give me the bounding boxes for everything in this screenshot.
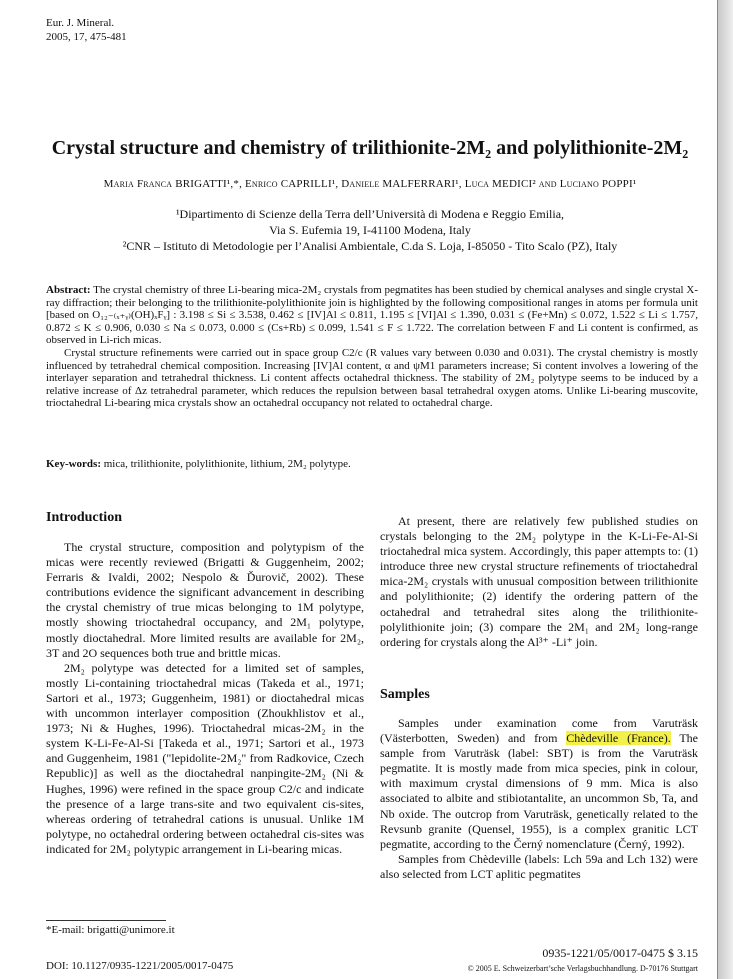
footnote-rule bbox=[46, 920, 166, 921]
intro-paragraph: The crystal structure, composition and polytypism of the micas were recently reviewed (Brigatti & Guggenheim, 2002; Ferraris & Ivaldi, 2002; Nespolo & Ďurovič, 2002). These contributions evidence the significant advancement in describing the crystal chemistry of true micas belonging to 1M polytype, mostly showing trioctahedral occupancy, and 2M₁ polytype, mostly dioctahedral. More limited results are available for 2M₂, 3T and 2O sequences both true and brittle micas. bbox=[46, 540, 364, 660]
section-heading-samples: Samples bbox=[380, 687, 430, 702]
samples-paragraph-1 bbox=[380, 716, 698, 852]
samples-body bbox=[380, 716, 698, 882]
section-heading-introduction: Introduction bbox=[46, 510, 122, 525]
viewer-scroll-edge[interactable] bbox=[718, 0, 733, 979]
affiliation-line: ²CNR – Istituto di Metodologie per l’Analisi Ambientale, C.da S. Loja, I-85050 - Tito Scalo (PZ), Italy bbox=[122, 239, 618, 253]
author-list: Maria Franca BRIGATTI¹,*, Enrico CAPRILLI¹, Daniele MALFERRARI¹, Luca MEDICI² and Luciano POPPI¹ bbox=[103, 178, 637, 190]
keywords-text: mica, trilithionite, polylithionite, lithium, 2M₂ polytype. bbox=[103, 458, 351, 470]
journal-name: Eur. J. Mineral. bbox=[46, 17, 115, 29]
abstract-paragraph-1: The crystal chemistry of three Li-bearing mica-2M₂ crystals from pegmatites has been studied by chemical analyses and single crystal X-ray diffraction; their belonging to the trilithionite-polylithionite join is highlighted by the following compositional ranges in atoms per formula unit [based on O₁₂₋₍ₓ₊ᵧ₎(OH)ₓFᵧ] : 3.198 ≤ Si ≤ 3.538, 0.462 ≤ [IV]Al ≤ 0.811, 1.195 ≤ [VI]Al ≤ 1.390, 0.031 ≤ (Fe+Mn) ≤ 0.072, 1.522 ≤ Li ≤ 1.757, 0.872 ≤ K ≤ 0.906, 0.030 ≤ Na ≤ 0.073, 0.000 ≤ (Cs+Rb) ≤ 0.099, 1.541 ≤ F ≤ 1.722. The correlation between F and Li content is confirmed, as observed in Li-rich micas. bbox=[46, 284, 698, 347]
affiliation-line: ¹Dipartimento di Scienze della Terra dell’Università di Modena e Reggio Emilia, bbox=[175, 207, 565, 221]
issn: 0935-1221/05/0017-0475 $ 3.15 bbox=[542, 946, 698, 960]
paper-title: Crystal structure and chemistry of trilithionite-2M₂ and polylithionite-2M₂ bbox=[51, 137, 689, 159]
highlighted-text[interactable]: Chèdeville (France). bbox=[566, 731, 671, 746]
samples-paragraph-2: Samples from Chèdeville (labels: Lch 59a and Lch 132) were also selected from LCT aplitic pegmatites bbox=[380, 851, 698, 881]
samples-text: The sample from Varuträsk (label: SBT) is from the Varuträsk pegmatite. It is mostly made from mica species, pink in colour, with maximum crystal dimensions of 9 mm. Mica is also associated to albite and stibiotantalite, an uncommon Sb, Ta, and Nb oxide. The outcrop from Varuträsk, genetically related to the Revsunb granite (Quensel, 1955), is a complex granitic LCT pegmatite, according to the Černý nomenclature (Černý, 1992). bbox=[380, 731, 698, 851]
right-column-intro bbox=[380, 514, 698, 650]
abstract-label: Abstract: bbox=[46, 284, 91, 296]
samples-text: Samples under examination come from Varuträsk (Västerbotten, Sweden) and from bbox=[380, 716, 698, 746]
intro-paragraph: 2M₂ polytype was detected for a limited set of samples, mostly Li-containing trioctahedral micas (Takeda et al., 1971; Sartori et al., 1973; Guggenheim, 1981) or dioctahedral micas with uncommon interlayer composition (Zhoukhlistov et al., 1973; Ni & Hughes, 1996). Trioctahedral micas-2M₂ in the system K-Li-Fe-Al-Si [Takeda et al., 1971; Sartori et al., 1973 and Guggenheim, 1981 ("lepidolite-2M₂" from Radkovice, Czech Republic)] as well as the dioctahedral nanpingite-2M₂ (Ni & Hughes, 1996) were refined in the space group C2/c and indicate the presence of a large trans-site and two equivalent cis-sites, whereas ordering of tetrahedral cations is unusual. Unlike 1M polytype, no octahedral ordering between octahedral cis-sites was indicated for 2M₂ polytypic arrangement in Li-bearing micas. bbox=[46, 660, 364, 856]
abstract bbox=[46, 284, 698, 410]
journal-reference bbox=[46, 16, 127, 44]
footnote-email: *E-mail: brigatti@unimore.it bbox=[46, 924, 175, 936]
abstract-paragraph-2: Crystal structure refinements were carried out in space group C2/c (R values vary between 0.030 and 0.031). The crystal chemistry is mostly influenced by tetrahedral chemical composition. Increasing [IV]Al content, α and ψM1 parameters increase; Si content involves a lowering of the interlayer separation and tetrahedral thickness. Li content affects octahedral thickness. The stability of 2M₂ polytype seems to be induced by a relative increase of Δz tetrahedral parameter, which reduces the repulsion between basal tetrahedral oxygen atoms. Unlike Li-bearing muscovite, trioctahedral Li-bearing mica crystals show an octahedral occupancy not related to octahedral charge. bbox=[46, 346, 698, 410]
affiliation-line: Via S. Eufemia 19, I-41100 Modena, Italy bbox=[269, 223, 471, 237]
keywords bbox=[46, 458, 698, 470]
doi: DOI: 10.1127/0935-1221/2005/0017-0475 bbox=[46, 960, 234, 972]
keywords-label: Key-words: bbox=[46, 458, 101, 470]
introduction-body bbox=[46, 540, 364, 857]
journal-volume: 2005, 17, 475-481 bbox=[46, 31, 127, 43]
intro-paragraph: At present, there are relatively few published studies on crystals belonging to the 2M₂ polytype in the K-Li-Fe-Al-Si trioctahedral mica system. Accordingly, this paper attempts to: (1) introduce three new crystal structure refinements of trioctahedral mica-2M₂ crystals with unusual composition between trilithionite and polylithionite; (2) identify the ordering pattern of the octahedral and tetrahedral sites along the trilithionite-polylithionite join; (3) compare the 2M₁ and 2M₂ long-range ordering for crystals along the Al³⁺ -Li⁺ join. bbox=[380, 514, 698, 649]
copyright: © 2005 E. Schweizerbart’sche Verlagsbuchhandlung. D-70176 Stuttgart bbox=[467, 964, 698, 973]
affiliations bbox=[60, 206, 680, 254]
